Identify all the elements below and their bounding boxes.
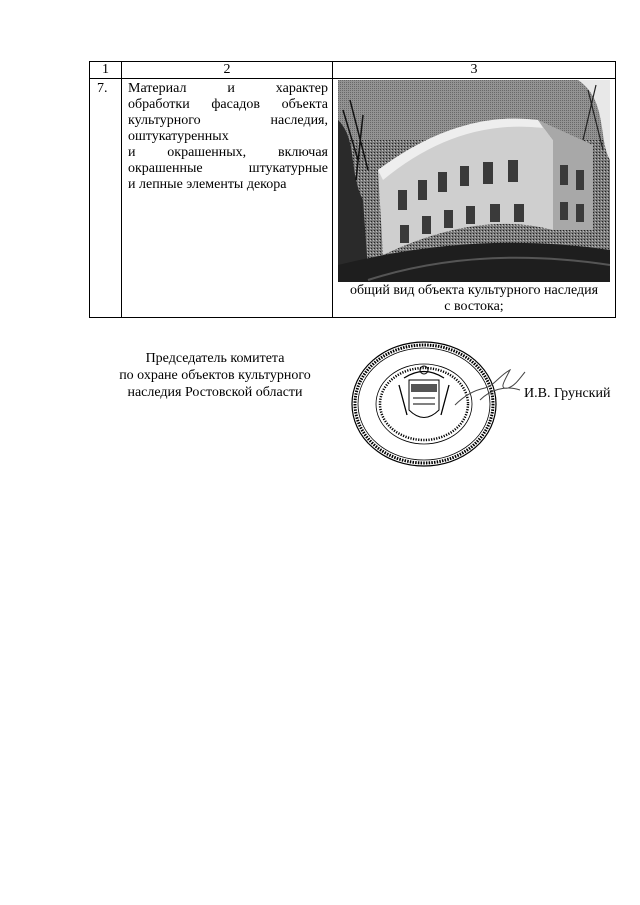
signatory-name: И.В. Грунский [524, 386, 611, 401]
description-line: оштукатуренных [128, 129, 229, 144]
row-description [122, 79, 332, 193]
description-line: и лепные элементы декора [128, 177, 287, 192]
table-row [90, 79, 616, 318]
handwritten-signature [450, 360, 530, 420]
description-line: культурного наследия, [128, 113, 328, 128]
caption-line: с востока; [444, 299, 504, 314]
header-col-2: 2 [122, 62, 333, 79]
caption-line: общий вид объекта культурного наследия [349, 283, 599, 298]
description-line: Материал и характер [128, 81, 328, 96]
description-line: обработки фасадов объекта [128, 97, 328, 112]
signatory-title [100, 350, 330, 401]
row-number: 7. [97, 81, 108, 96]
photo-caption [333, 282, 615, 317]
signatory-title-line: наследия Ростовской области [127, 385, 303, 400]
heritage-table [89, 61, 616, 318]
header-col-1: 1 [90, 62, 122, 79]
table-header-row [90, 62, 616, 79]
building-photo [338, 80, 610, 282]
description-line: окрашенные штукатурные [128, 161, 328, 176]
signatory-title-line: по охране объектов культурного [119, 368, 311, 383]
description-line: и окрашенных, включая [128, 145, 328, 160]
header-col-3: 3 [333, 62, 616, 79]
signatory-title-line: Председатель комитета [145, 351, 285, 366]
